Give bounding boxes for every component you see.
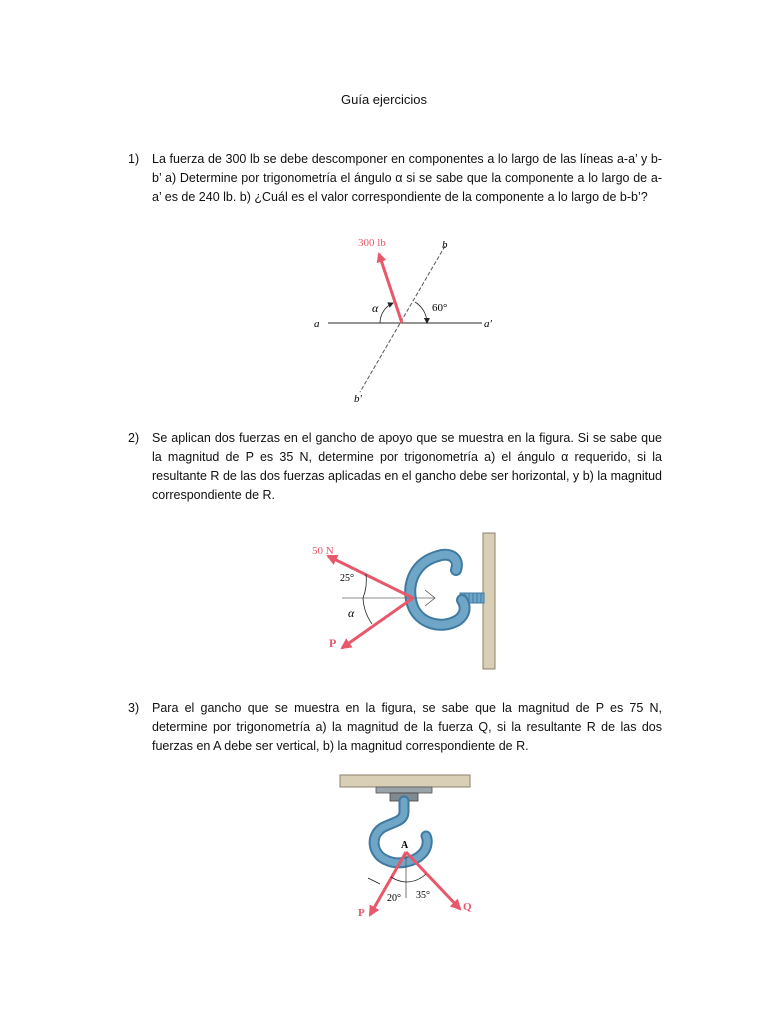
problem-text: Se aplican dos fuerzas en el gancho de apoyo que se muestra en la figura. Si se sabe que la magnitud de P es 35 N, determine por trigonometría a) el ángulo α requerido, si la resultante R de las dos fuerzas aplicadas en el gancho debe ser horizontal, y b) la magnitud correspondiente de R. bbox=[152, 431, 662, 502]
q-label: Q bbox=[463, 901, 472, 913]
page-title: Guía ejercicios bbox=[341, 92, 427, 107]
angle-35-arc bbox=[406, 874, 426, 882]
p-label: P bbox=[358, 907, 365, 919]
force-50n-label: 50 N bbox=[312, 545, 334, 557]
angle-20-label: 20° bbox=[387, 893, 401, 904]
point-a-label: A bbox=[401, 840, 409, 851]
alpha-arc bbox=[380, 303, 393, 323]
problem-number: 1) bbox=[128, 152, 140, 166]
figure-support-hook bbox=[300, 530, 510, 672]
angle-60-label: 60° bbox=[432, 302, 448, 314]
angle-35-label: 35° bbox=[416, 890, 430, 901]
problem-text: La fuerza de 300 lb se debe descomponer en componentes a lo largo de las líneas a-a’ y b-b’ a) Determine por trigonometría el ángulo α si se sabe que la componente a lo largo de a-a’ es de 240 lb. b) ¿Cuál es el valor correspondiente de la componente a lo largo de b-b’? bbox=[152, 152, 662, 204]
p-label: P bbox=[329, 636, 337, 650]
figure-force-components bbox=[300, 228, 510, 410]
alpha-label: α bbox=[372, 301, 379, 315]
alpha-label: α bbox=[348, 606, 355, 620]
angle-20-arc bbox=[391, 877, 406, 882]
sixty-arc bbox=[415, 302, 427, 323]
problem-number: 2) bbox=[128, 431, 140, 445]
problem-number: 3) bbox=[128, 701, 140, 715]
force-label: 300 lb bbox=[358, 237, 386, 249]
label-b: b bbox=[442, 239, 448, 251]
label-a: a bbox=[314, 318, 320, 330]
ceiling bbox=[340, 775, 470, 787]
problem-2 bbox=[128, 429, 662, 505]
problem-1 bbox=[128, 150, 662, 207]
label-a-prime: a′ bbox=[484, 318, 492, 330]
line-b-b bbox=[360, 246, 448, 392]
figure-ceiling-hook bbox=[330, 770, 480, 920]
angle-25-arc bbox=[363, 574, 366, 598]
angle-25-label: 25° bbox=[340, 573, 354, 584]
problem-3 bbox=[128, 699, 662, 756]
mount-plate bbox=[376, 787, 432, 793]
problem-text: Para el gancho que se muestra en la figura, se sabe que la magnitud de P es 75 N, determine por trigonometría a) la magnitud de la fuerza Q, si la resultante R de las dos fuerzas en A debe ser vertical, b) la magnitud correspondiente de R. bbox=[152, 701, 662, 753]
wall bbox=[483, 533, 495, 669]
label-b-prime: b′ bbox=[354, 393, 362, 405]
alpha-arc bbox=[363, 598, 372, 624]
